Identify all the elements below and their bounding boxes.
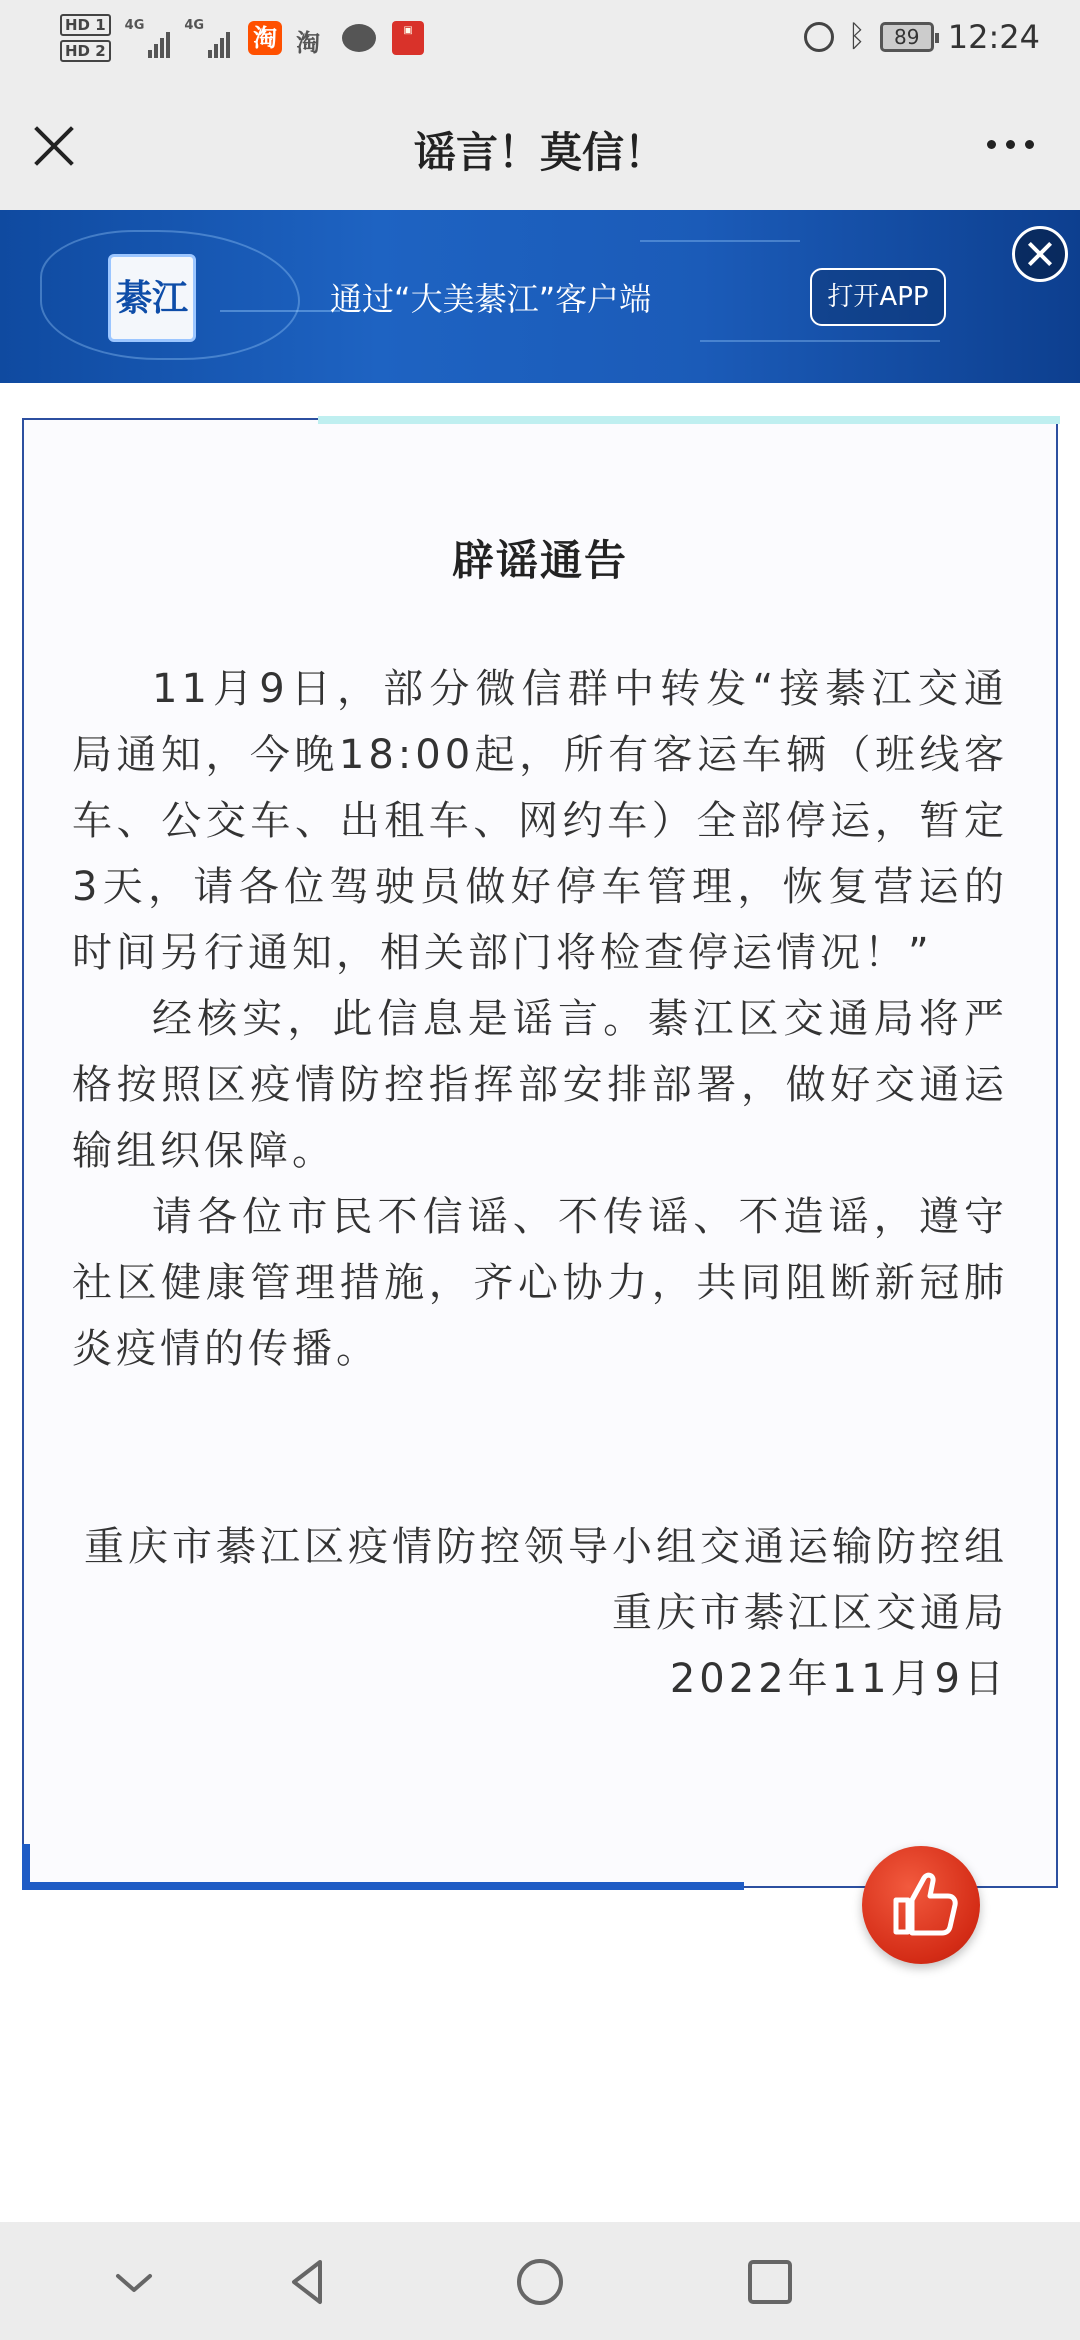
app-header <box>0 80 1080 210</box>
notice-title: 辟谣通告 <box>451 536 628 585</box>
notice-signature <box>72 1514 1008 1712</box>
card-top-accent <box>318 416 1060 424</box>
app-notification-icon: ▣ <box>392 21 424 55</box>
home-icon[interactable] <box>514 2256 566 2308</box>
sim2-badge: HD 2 <box>60 40 111 62</box>
like-button[interactable] <box>862 1846 980 1964</box>
notice-body <box>72 656 1008 1382</box>
bluetooth-icon: ᛒ <box>847 19 866 54</box>
signal-icon-1: 4G <box>125 18 171 58</box>
app-logo: 綦江 <box>108 254 196 342</box>
chevron-down-icon[interactable] <box>108 2256 160 2308</box>
chat-icon <box>342 24 376 52</box>
taobao-icon: 淘 <box>248 21 282 55</box>
notice-paragraph-2: 经核实，此信息是谣言。綦江区交通局将严格按照区疫情防控指挥部安排部署，做好交通运输组织保障。 <box>72 996 1008 1174</box>
status-right <box>804 18 1040 56</box>
banner-close-icon[interactable] <box>1012 226 1068 282</box>
open-app-button[interactable]: 打开APP <box>810 268 946 326</box>
recents-icon[interactable] <box>744 2256 796 2308</box>
sim1-badge: HD 1 <box>60 14 111 36</box>
thumbs-up-icon <box>862 1846 980 1964</box>
taobao-outline-icon: 淘 <box>296 29 321 57</box>
signature-bureau: 重庆市綦江区交通局 <box>612 1590 1008 1636</box>
signal-icon-2: 4G <box>184 18 230 58</box>
app-promo-banner[interactable] <box>0 210 1080 383</box>
alarm-icon <box>804 22 834 52</box>
sim-indicators <box>60 14 111 62</box>
status-left <box>60 14 424 62</box>
status-bar <box>0 0 1080 80</box>
card-left-accent <box>22 1844 30 1888</box>
signature-date: 2022年11月9日 <box>669 1656 1008 1702</box>
card-bottom-accent <box>22 1882 744 1890</box>
system-nav-bar <box>0 2222 1080 2340</box>
page-title: 谣言！莫信！ <box>413 128 666 177</box>
battery-icon: 89 <box>880 22 934 52</box>
notice-paragraph-3: 请各位市民不信谣、不传谣、不造谣，遵守社区健康管理措施，齐心协力，共同阻断新冠肺炎疫情的传播。 <box>72 1194 1008 1372</box>
notice-paragraph-1: 11月9日，部分微信群中转发“接綦江交通局通知，今晚18:00起，所有客运车辆（班线客车、公交车、出租车、网约车）全部停运，暂定3天，请各位驾驶员做好停车管理，恢复营运的时间另行通知，相关部门将检查停运情况！” <box>72 666 1008 976</box>
more-options-icon[interactable] <box>987 140 1034 149</box>
back-icon[interactable] <box>282 2256 334 2308</box>
clock: 12:24 <box>947 18 1040 56</box>
signature-org: 重庆市綦江区疫情防控领导小组交通运输防控组 <box>84 1524 1008 1570</box>
banner-text: 通过“大美綦江”客户端 <box>330 280 652 318</box>
